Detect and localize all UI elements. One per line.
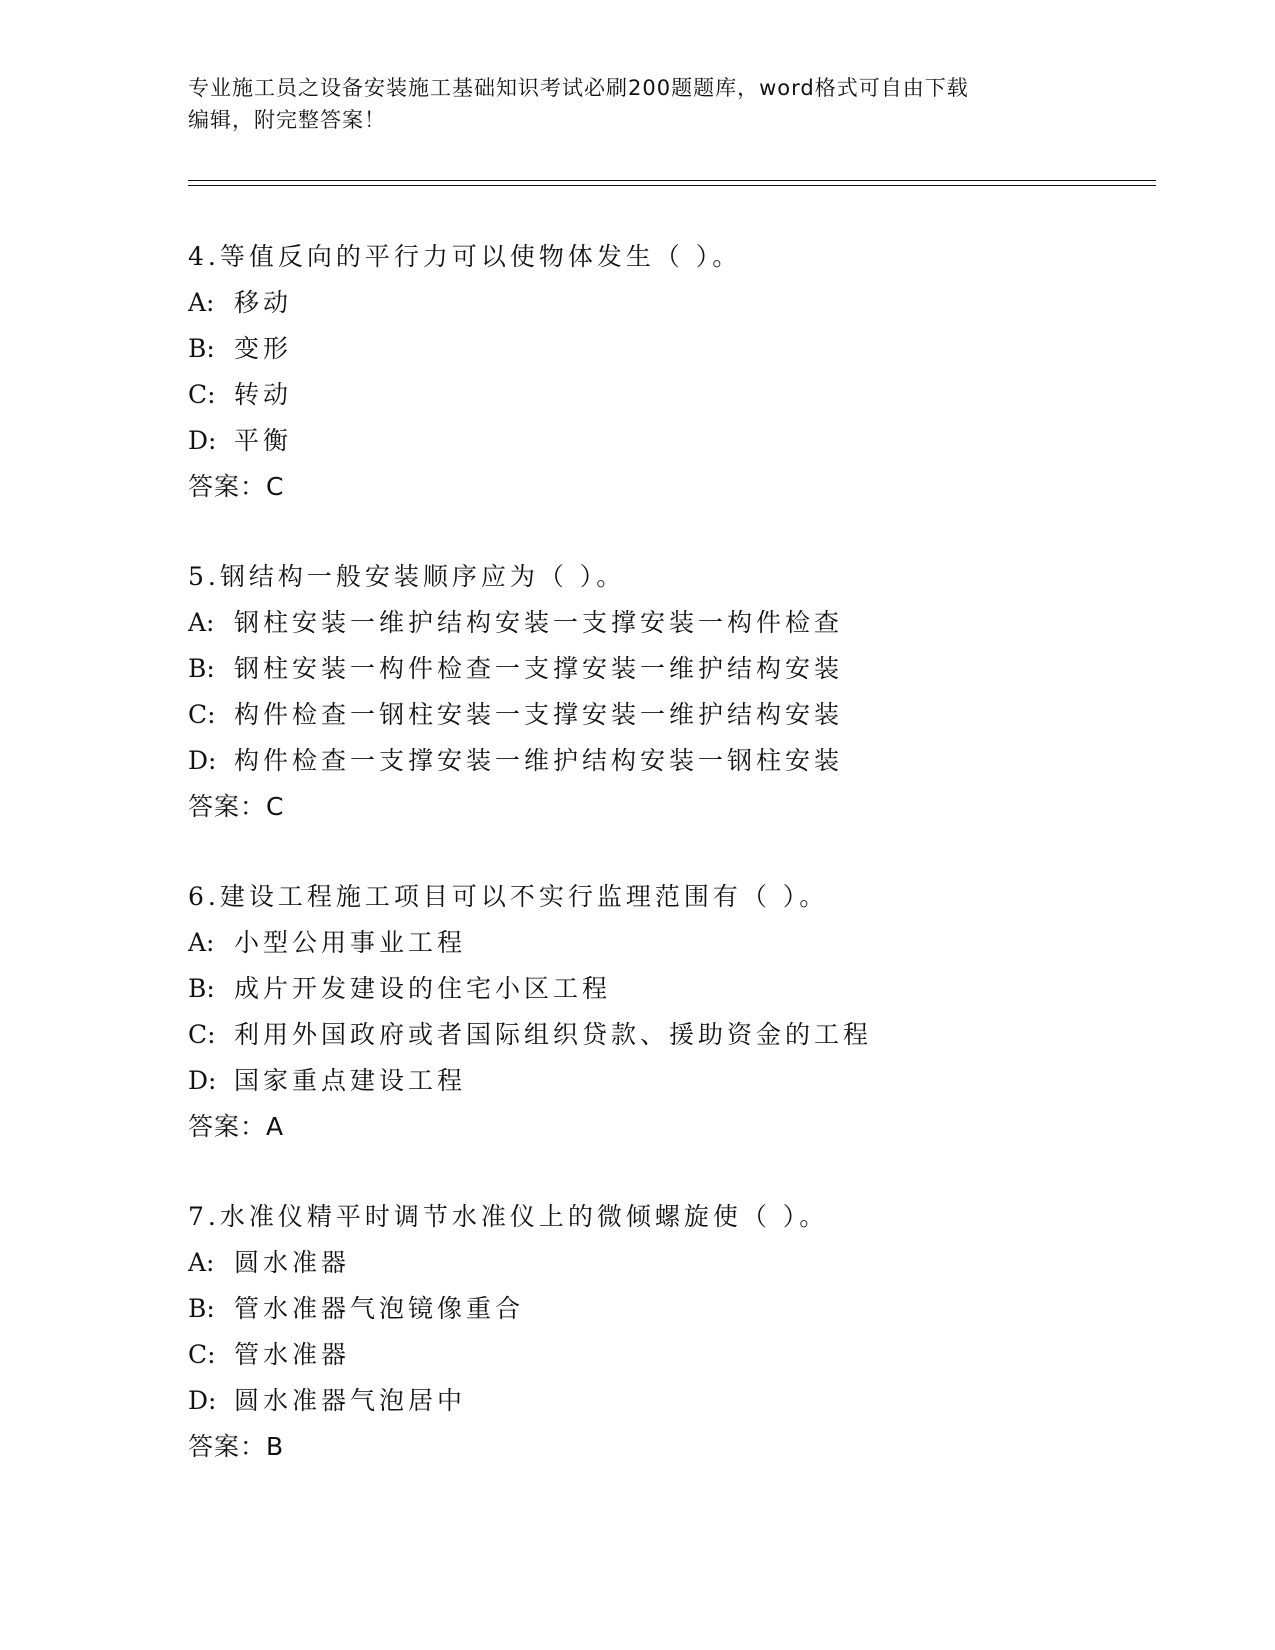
- option-text: 利用外国政府或者国际组织贷款、援助资金的工程: [234, 1020, 873, 1049]
- document-title-line-2: 编辑，附完整答案！: [188, 108, 386, 132]
- option-text: 管水准器气泡镜像重合: [234, 1294, 525, 1323]
- option-a: [188, 600, 1148, 646]
- answer-line: 答案：B: [188, 1432, 285, 1461]
- option-key: D:: [188, 1066, 217, 1095]
- option-d: [188, 1058, 1148, 1104]
- option-text: 变形: [234, 334, 293, 363]
- answer-line: 答案：C: [188, 472, 285, 501]
- document-title: [188, 72, 1068, 136]
- option-text: 钢柱安装一维护结构安装一支撑安装一构件检查: [234, 608, 844, 637]
- option-b: [188, 966, 1148, 1012]
- option-c: [188, 692, 1148, 738]
- option-text: 国家重点建设工程: [234, 1066, 467, 1095]
- option-text: 构件检查一钢柱安装一支撑安装一维护结构安装: [234, 700, 844, 729]
- option-key: D:: [188, 426, 217, 455]
- option-key: D:: [188, 1386, 217, 1415]
- option-b: [188, 646, 1148, 692]
- option-key: D:: [188, 746, 217, 775]
- option-key: B:: [188, 974, 215, 1003]
- answer-line: 答案：C: [188, 792, 285, 821]
- question-stem: 5.钢结构一般安装顺序应为（ ）。: [188, 562, 626, 591]
- option-text: 移动: [234, 288, 293, 317]
- option-text: 圆水准器气泡居中: [234, 1386, 467, 1415]
- option-key: A:: [188, 1248, 215, 1277]
- option-text: 转动: [234, 380, 293, 409]
- option-c: [188, 1012, 1148, 1058]
- question-4: [188, 234, 1148, 510]
- option-text: 小型公用事业工程: [234, 928, 467, 957]
- option-key: C:: [188, 380, 216, 409]
- option-text: 平衡: [234, 426, 293, 455]
- question-7: [188, 1194, 1148, 1470]
- option-key: A:: [188, 928, 215, 957]
- option-c: [188, 1332, 1148, 1378]
- question-6: [188, 874, 1148, 1150]
- answer-line: 答案：A: [188, 1112, 285, 1141]
- option-d: [188, 418, 1148, 464]
- option-key: A:: [188, 608, 215, 637]
- option-a: [188, 920, 1148, 966]
- option-d: [188, 1378, 1148, 1424]
- option-a: [188, 1240, 1148, 1286]
- option-key: B:: [188, 654, 215, 683]
- option-b: [188, 326, 1148, 372]
- option-key: B:: [188, 334, 215, 363]
- option-c: [188, 372, 1148, 418]
- question-stem: 4.等值反向的平行力可以使物体发生（ ）。: [188, 242, 742, 271]
- option-a: [188, 280, 1148, 326]
- option-text: 管水准器: [234, 1340, 351, 1369]
- option-key: C:: [188, 1340, 216, 1369]
- document-title-line-1: 专业施工员之设备安装施工基础知识考试必刷200题题库，word格式可自由下载: [188, 76, 969, 100]
- option-text: 圆水准器: [234, 1248, 351, 1277]
- question-stem: 7.水准仪精平时调节水准仪上的微倾螺旋使（ ）。: [188, 1202, 829, 1231]
- option-b: [188, 1286, 1148, 1332]
- option-key: B:: [188, 1294, 215, 1323]
- option-key: A:: [188, 288, 215, 317]
- option-d: [188, 738, 1148, 784]
- question-stem: 6.建设工程施工项目可以不实行监理范围有（ ）。: [188, 882, 829, 911]
- header-double-rule: [188, 180, 1156, 186]
- option-text: 构件检查一支撑安装一维护结构安装一钢柱安装: [234, 746, 844, 775]
- option-text: 成片开发建设的住宅小区工程: [234, 974, 612, 1003]
- option-key: C:: [188, 1020, 216, 1049]
- question-5: [188, 554, 1148, 830]
- option-text: 钢柱安装一构件检查一支撑安装一维护结构安装: [234, 654, 844, 683]
- option-key: C:: [188, 700, 216, 729]
